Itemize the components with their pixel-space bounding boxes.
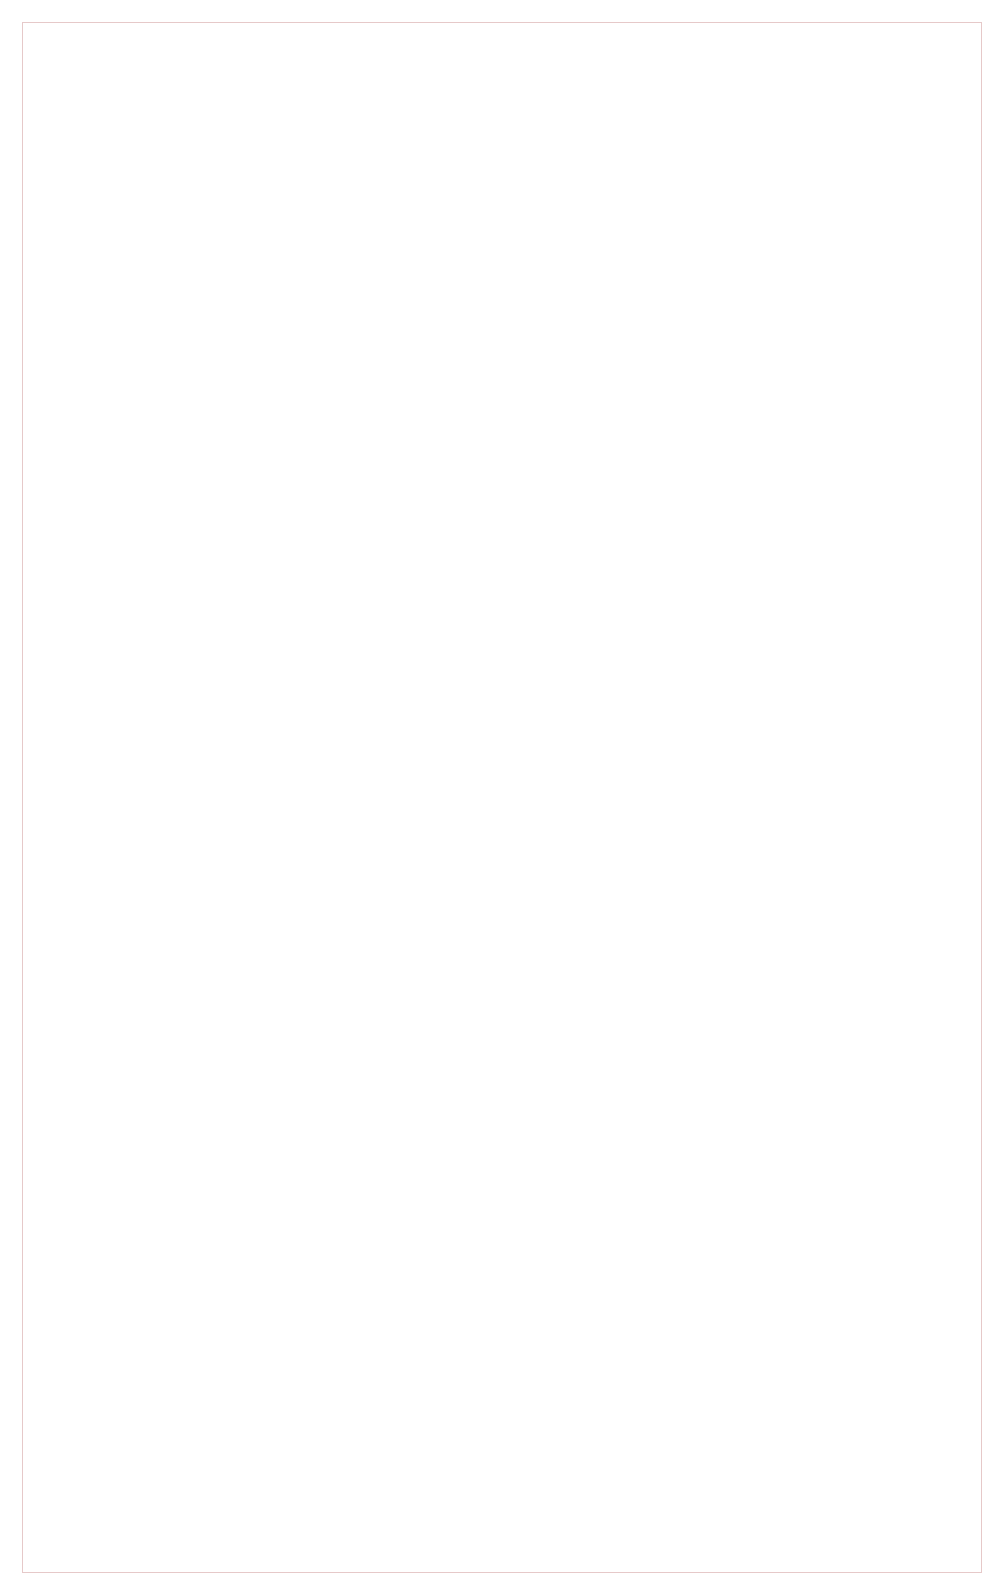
page-frame [22,22,982,1573]
recipe-card [60,72,944,145]
recipe-title [60,72,944,125]
